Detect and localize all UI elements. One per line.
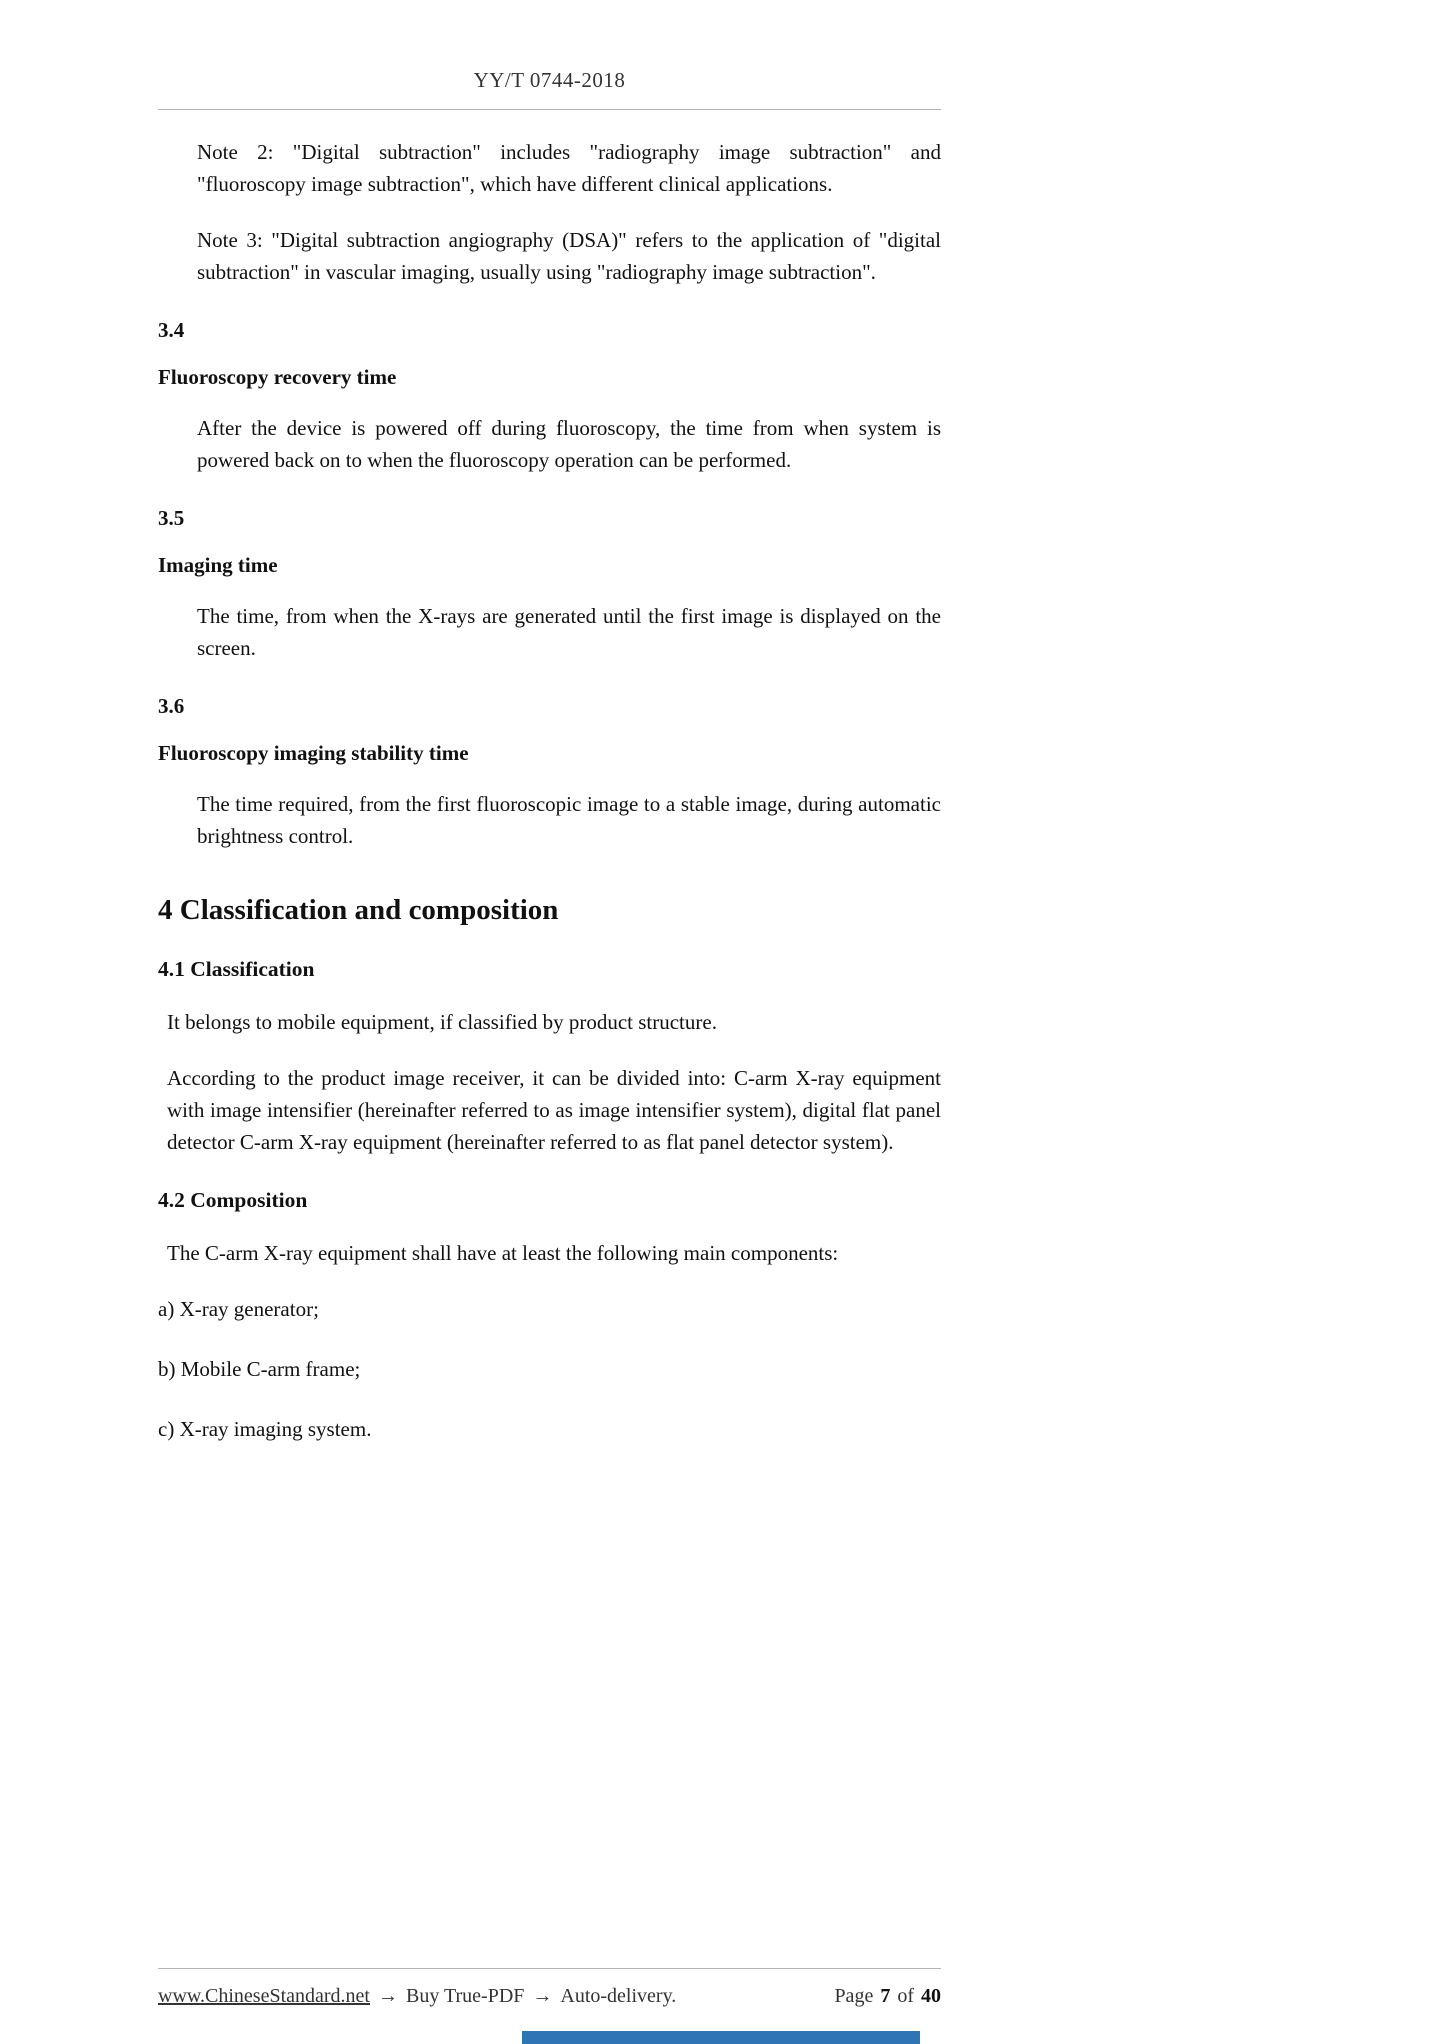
note-paragraph-2: Note 2: "Digital subtraction" includes "radiography image subtraction" and "fluoroscopy image subtraction", which have different clinical applications. <box>197 140 941 196</box>
page-indicator <box>834 1985 941 2008</box>
paragraph-4-1-b: According to the product image receiver, it can be divided into: C-arm X-ray equipment with image intensifier (hereinafter referred to as image intensifier system), digital flat panel detector C-arm X-ray equipment (hereinafter referred to as flat panel detector system). <box>167 1066 941 1154</box>
subsection-heading-4-2: 4.2 Composition <box>158 1188 308 1212</box>
section-body-3-5: The time, from when the X-rays are generated until the first image is displayed on the screen. <box>197 604 941 660</box>
paragraph-4-2: The C-arm X-ray equipment shall have at least the following main components: <box>167 1241 839 1265</box>
page-current-number: 7 <box>880 1985 891 2007</box>
section-title-3-4: Fluoroscopy recovery time <box>158 365 397 389</box>
list-item-c: c) X-ray imaging system. <box>158 1417 372 1441</box>
page-total-number: 40 <box>921 1985 941 2007</box>
footer-delivery-text: Auto-delivery. <box>560 1985 677 2007</box>
section-number-3-6: 3.6 <box>158 694 185 718</box>
page-header-title: YY/T 0744-2018 <box>473 68 626 92</box>
note-paragraph-3: Note 3: "Digital subtraction angiography (DSA)" refers to the application of "digital subtraction" in vascular imaging, usually using "radiography image subtraction". <box>197 228 941 284</box>
page-label: Page <box>834 1985 874 2007</box>
section-number-3-5: 3.5 <box>158 506 185 530</box>
section-body-3-4: After the device is powered off during fluoroscopy, the time from when system is powered back on to when the fluoroscopy operation can be performed. <box>197 416 941 472</box>
chapter-heading-4: 4 Classification and composition <box>158 894 559 926</box>
content-column <box>158 0 941 1473</box>
footer-left-group <box>158 1985 676 2008</box>
page-footer <box>158 1968 941 2008</box>
footer-site-link[interactable]: www.ChineseStandard.net <box>158 1985 370 2007</box>
section-title-3-6: Fluoroscopy imaging stability time <box>158 741 469 765</box>
arrow-right-icon: → <box>378 1985 398 2007</box>
section-body-3-6: The time required, from the first fluoroscopic image to a stable image, during automatic brightness control. <box>197 792 941 848</box>
list-item-a: a) X-ray generator; <box>158 1297 319 1321</box>
paragraph-4-1-a: It belongs to mobile equipment, if classified by product structure. <box>167 1010 717 1034</box>
bottom-accent-bar <box>522 2031 920 2044</box>
list-item-b: b) Mobile C-arm frame; <box>158 1357 361 1381</box>
section-number-3-4: 3.4 <box>158 318 185 342</box>
section-title-3-5: Imaging time <box>158 553 278 577</box>
page-of-label: of <box>897 1985 914 2007</box>
document-body <box>158 110 941 1445</box>
subsection-heading-4-1: 4.1 Classification <box>158 957 315 981</box>
arrow-right-icon: → <box>532 1985 553 2007</box>
footer-buy-text: Buy True-PDF <box>406 1985 525 2007</box>
